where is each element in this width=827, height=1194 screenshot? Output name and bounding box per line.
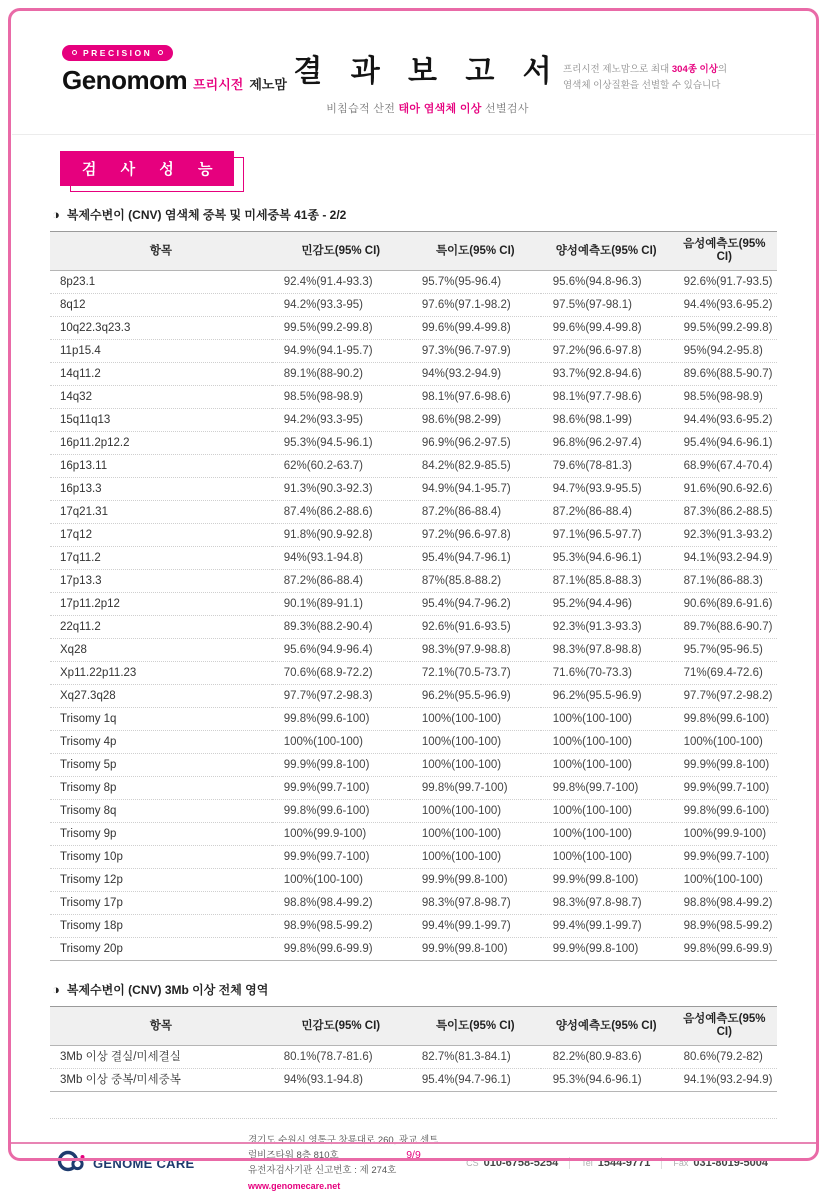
- badge-dot-icon: [72, 50, 77, 55]
- cell-value: 99.6%(99.4-99.8): [541, 317, 672, 340]
- table-row: [50, 340, 777, 363]
- precision-badge-label: PRECISION: [83, 47, 153, 58]
- cell-value: 71%(69.4-72.6): [672, 662, 777, 685]
- column-header: 특이도(95% CI): [410, 1007, 541, 1046]
- table-row: [50, 501, 777, 524]
- cell-value: 91.8%(90.9-92.8): [272, 524, 410, 547]
- cell-value: 98.6%(98.1-99): [541, 409, 672, 432]
- row-label: 22q11.2: [50, 616, 272, 639]
- cell-value: 95.7%(95-96.5): [672, 639, 777, 662]
- row-label: 10q22.3q23.3: [50, 317, 272, 340]
- column-header: 항목: [50, 1007, 272, 1046]
- cell-value: 100%(100-100): [410, 708, 541, 731]
- cell-value: 100%(100-100): [410, 800, 541, 823]
- cell-value: 99.5%(99.2-99.8): [672, 317, 777, 340]
- column-header: 특이도(95% CI): [410, 232, 541, 271]
- row-label: 3Mb 이상 중복/미세중복: [50, 1069, 272, 1092]
- header-divider: [12, 134, 815, 135]
- brand-korean-genomom: 제노맘: [249, 76, 287, 92]
- cell-value: 97.6%(97.1-98.2): [410, 294, 541, 317]
- column-header: 양성예측도(95% CI): [541, 1007, 672, 1046]
- table2-caption: [52, 981, 827, 998]
- cell-value: 100%(100-100): [410, 823, 541, 846]
- cell-value: 95.3%(94.6-96.1): [541, 1069, 672, 1092]
- column-header: 음성예측도(95% CI): [672, 232, 777, 271]
- section-title-badge: 검 사 성 능: [60, 151, 234, 186]
- genomom-logo: Genomom: [62, 64, 188, 95]
- cell-value: 87.1%(86-88.3): [672, 570, 777, 593]
- cell-value: 100%(100-100): [541, 754, 672, 777]
- cell-value: 100%(100-100): [410, 846, 541, 869]
- cell-value: 72.1%(70.5-73.7): [410, 662, 541, 685]
- cell-value: 94.9%(94.1-95.7): [410, 478, 541, 501]
- cell-value: 87.2%(86-88.4): [410, 501, 541, 524]
- cell-value: 94.7%(93.9-95.5): [541, 478, 672, 501]
- cell-value: 99.9%(99.8-100): [272, 754, 410, 777]
- cell-value: 94.4%(93.6-95.2): [672, 409, 777, 432]
- cell-value: 94.1%(93.2-94.9): [672, 547, 777, 570]
- cell-value: 62%(60.2-63.7): [272, 455, 410, 478]
- table-row: [50, 938, 777, 961]
- cell-value: 95.7%(95-96.4): [410, 271, 541, 294]
- cell-value: 98.3%(97.9-98.8): [410, 639, 541, 662]
- cell-value: 100%(100-100): [541, 708, 672, 731]
- row-label: Xp11.22p11.23: [50, 662, 272, 685]
- cell-value: 100%(100-100): [272, 731, 410, 754]
- table-row: [50, 639, 777, 662]
- table-row: [50, 386, 777, 409]
- cell-value: 98.1%(97.6-98.6): [410, 386, 541, 409]
- cell-value: 99.4%(99.1-99.7): [410, 915, 541, 938]
- cell-value: 100%(100-100): [541, 846, 672, 869]
- cell-value: 87.1%(85.8-88.3): [541, 570, 672, 593]
- cell-value: 87%(85.8-88.2): [410, 570, 541, 593]
- cell-value: 80.1%(78.7-81.6): [272, 1046, 410, 1069]
- cell-value: 95.6%(94.8-96.3): [541, 271, 672, 294]
- table-header-row: [50, 1007, 777, 1046]
- row-label: 14q32: [50, 386, 272, 409]
- report-title: 결 과 보 고 서: [293, 55, 562, 88]
- cell-value: 99.9%(99.7-100): [672, 846, 777, 869]
- cell-value: 99.9%(99.8-100): [410, 938, 541, 961]
- address-line1: 경기도 수원시 영통구 창룡대로 260, 광교 센트럴비즈타워 8층 810호: [248, 1135, 439, 1162]
- badge-dot-icon: [158, 50, 163, 55]
- cs-number: 010-6758-5254: [483, 1157, 559, 1170]
- row-label: 8q12: [50, 294, 272, 317]
- table-row: [50, 363, 777, 386]
- cell-value: 90.1%(89-91.1): [272, 593, 410, 616]
- cell-value: 80.6%(79.2-82): [672, 1046, 777, 1069]
- cell-value: 99.8%(99.6-100): [272, 800, 410, 823]
- table-row: [50, 915, 777, 938]
- cell-value: 100%(100-100): [541, 731, 672, 754]
- cell-value: 95.4%(94.7-96.1): [410, 547, 541, 570]
- column-header: 음성예측도(95% CI): [672, 1007, 777, 1046]
- cell-value: 98.3%(97.8-98.7): [410, 892, 541, 915]
- header-note: [563, 62, 775, 93]
- cell-value: 100%(100-100): [672, 731, 777, 754]
- cell-value: 95.3%(94.5-96.1): [272, 432, 410, 455]
- row-label: Trisomy 8q: [50, 800, 272, 823]
- row-label: 17q21.31: [50, 501, 272, 524]
- cell-value: 89.6%(88.5-90.7): [672, 363, 777, 386]
- cell-value: 98.1%(97.7-98.6): [541, 386, 672, 409]
- cell-value: 95%(94.2-95.8): [672, 340, 777, 363]
- row-label: 14q11.2: [50, 363, 272, 386]
- cell-value: 98.9%(98.5-99.2): [272, 915, 410, 938]
- cell-value: 97.5%(97-98.1): [541, 294, 672, 317]
- row-label: Xq27.3q28: [50, 685, 272, 708]
- cell-value: 95.2%(94.4-96): [541, 593, 672, 616]
- cell-value: 99.8%(99.6-100): [272, 708, 410, 731]
- row-label: 17p13.3: [50, 570, 272, 593]
- cell-value: 89.1%(88-90.2): [272, 363, 410, 386]
- row-label: Trisomy 10p: [50, 846, 272, 869]
- cell-value: 94%(93.2-94.9): [410, 363, 541, 386]
- row-label: Trisomy 8p: [50, 777, 272, 800]
- table-row: [50, 593, 777, 616]
- table-row: [50, 409, 777, 432]
- row-label: 17q11.2: [50, 547, 272, 570]
- table-row: [50, 478, 777, 501]
- cell-value: 89.7%(88.6-90.7): [672, 616, 777, 639]
- cell-value: 100%(99.9-100): [672, 823, 777, 846]
- cell-value: 98.3%(97.8-98.7): [541, 892, 672, 915]
- note-line1-highlight: 304종 이상: [671, 64, 718, 75]
- cell-value: 96.8%(96.2-97.4): [541, 432, 672, 455]
- table-row: [50, 754, 777, 777]
- tel-number: 1544-9771: [597, 1157, 651, 1170]
- table-row: [50, 432, 777, 455]
- cs-label: CS: [466, 1158, 479, 1169]
- table-row: [50, 524, 777, 547]
- genomecare-logo-text: GENOME CARE: [93, 1155, 195, 1171]
- cell-value: 99.8%(99.6-100): [672, 800, 777, 823]
- cell-value: 84.2%(82.9-85.5): [410, 455, 541, 478]
- cell-value: 96.2%(95.5-96.9): [410, 685, 541, 708]
- cell-value: 92.6%(91.6-93.5): [410, 616, 541, 639]
- column-header: 민감도(95% CI): [272, 1007, 410, 1046]
- cell-value: 92.3%(91.3-93.3): [541, 616, 672, 639]
- cell-value: 100%(99.9-100): [272, 823, 410, 846]
- cell-value: 98.5%(98-98.9): [672, 386, 777, 409]
- brand-wordmark: [62, 64, 292, 95]
- cell-value: 99.9%(99.8-100): [410, 869, 541, 892]
- cell-value: 79.6%(78-81.3): [541, 455, 672, 478]
- table-row: [50, 662, 777, 685]
- cell-value: 70.6%(68.9-72.2): [272, 662, 410, 685]
- row-label: Trisomy 20p: [50, 938, 272, 961]
- cell-value: 97.7%(97.2-98.3): [272, 685, 410, 708]
- table-row: [50, 800, 777, 823]
- tel-label: Tel: [581, 1158, 593, 1169]
- cell-value: 95.4%(94.7-96.1): [410, 1069, 541, 1092]
- cell-value: 92.6%(91.7-93.5): [672, 271, 777, 294]
- cell-value: 98.6%(98.2-99): [410, 409, 541, 432]
- table-row: [50, 271, 777, 294]
- cell-value: 99.9%(99.7-100): [272, 846, 410, 869]
- row-label: Trisomy 18p: [50, 915, 272, 938]
- table-row: [50, 731, 777, 754]
- cell-value: 100%(100-100): [410, 731, 541, 754]
- column-header: 항목: [50, 232, 272, 271]
- cell-value: 91.3%(90.3-92.3): [272, 478, 410, 501]
- subtitle-prefix: 비침습적 산전: [326, 103, 399, 115]
- table1-caption-text: 복제수변이 (CNV) 염색체 중복 및 미세중복 41종 - 2/2: [66, 208, 347, 222]
- row-label: Trisomy 5p: [50, 754, 272, 777]
- row-label: 3Mb 이상 결실/미세결실: [50, 1046, 272, 1069]
- header-note-line1: [563, 62, 775, 78]
- header-note-line2: 염색체 이상질환을 선별할 수 있습니다: [563, 79, 721, 91]
- cell-value: 87.4%(86.2-88.6): [272, 501, 410, 524]
- title-block: [292, 42, 563, 116]
- table-row: [50, 1069, 777, 1092]
- row-label: Xq28: [50, 639, 272, 662]
- cell-value: 95.4%(94.7-96.2): [410, 593, 541, 616]
- cell-value: 99.5%(99.2-99.8): [272, 317, 410, 340]
- row-label: 15q11q13: [50, 409, 272, 432]
- cell-value: 94.1%(93.2-94.9): [672, 1069, 777, 1092]
- cell-value: 99.9%(99.7-100): [272, 777, 410, 800]
- report-header: [0, 0, 827, 116]
- row-label: Trisomy 9p: [50, 823, 272, 846]
- cell-value: 98.9%(98.5-99.2): [672, 915, 777, 938]
- address-line2: 유전자검사기관 신고번호 : 제 274호: [248, 1165, 397, 1177]
- table-row: [50, 317, 777, 340]
- cell-value: 97.1%(96.5-97.7): [541, 524, 672, 547]
- cell-value: 68.9%(67.4-70.4): [672, 455, 777, 478]
- cnv-duplication-performance-table: [50, 231, 777, 961]
- table-row: [50, 823, 777, 846]
- cell-value: 98.5%(98-98.9): [272, 386, 410, 409]
- cell-value: 98.3%(97.8-98.8): [541, 639, 672, 662]
- cell-value: 71.6%(70-73.3): [541, 662, 672, 685]
- report-subtitle: [292, 100, 563, 116]
- fax-label: Fax: [673, 1158, 689, 1169]
- row-label: Trisomy 12p: [50, 869, 272, 892]
- precision-badge: [62, 45, 173, 61]
- subtitle-suffix: 선별검사: [481, 103, 529, 115]
- cell-value: 95.4%(94.6-96.1): [672, 432, 777, 455]
- cell-value: 92.4%(91.4-93.3): [272, 271, 410, 294]
- table-row: [50, 1046, 777, 1069]
- cell-value: 96.2%(95.5-96.9): [541, 685, 672, 708]
- note-line1-prefix: 프리시전 제노맘으로 최대: [563, 64, 672, 75]
- subtitle-highlight: 태아 염색체 이상: [398, 103, 482, 115]
- table-row: [50, 892, 777, 915]
- row-label: 11p15.4: [50, 340, 272, 363]
- table-row: [50, 455, 777, 478]
- cell-value: 97.3%(96.7-97.9): [410, 340, 541, 363]
- cell-value: 91.6%(90.6-92.6): [672, 478, 777, 501]
- table1-caption: [52, 206, 827, 223]
- cell-value: 94%(93.1-94.8): [272, 1069, 410, 1092]
- cell-value: 99.8%(99.6-99.9): [272, 938, 410, 961]
- cell-value: 95.3%(94.6-96.1): [541, 547, 672, 570]
- half-circle-bullet-icon: ◑: [52, 207, 60, 222]
- cell-value: 94%(93.1-94.8): [272, 547, 410, 570]
- table-row: [50, 547, 777, 570]
- cell-value: 99.4%(99.1-99.7): [541, 915, 672, 938]
- cell-value: 99.9%(99.8-100): [541, 938, 672, 961]
- page-number-bar: [11, 1142, 816, 1161]
- cell-value: 94.9%(94.1-95.7): [272, 340, 410, 363]
- cell-value: 99.9%(99.8-100): [672, 754, 777, 777]
- cell-value: 100%(100-100): [410, 754, 541, 777]
- cell-value: 100%(100-100): [272, 869, 410, 892]
- row-label: 16p13.11: [50, 455, 272, 478]
- cell-value: 99.8%(99.6-99.9): [672, 938, 777, 961]
- cell-value: 100%(100-100): [672, 869, 777, 892]
- cell-value: 96.9%(96.2-97.5): [410, 432, 541, 455]
- cell-value: 97.7%(97.2-98.2): [672, 685, 777, 708]
- cell-value: 99.9%(99.8-100): [541, 869, 672, 892]
- cnv-3mb-performance-table: [50, 1006, 777, 1092]
- cell-value: 97.2%(96.6-97.8): [541, 340, 672, 363]
- cell-value: 100%(100-100): [541, 800, 672, 823]
- brand-korean-precision: 프리시전: [193, 76, 244, 92]
- column-header: 양성예측도(95% CI): [541, 232, 672, 271]
- cell-value: 94.2%(93.3-95): [272, 409, 410, 432]
- cell-value: 82.2%(80.9-83.6): [541, 1046, 672, 1069]
- cell-value: 98.8%(98.4-99.2): [272, 892, 410, 915]
- table-row: [50, 685, 777, 708]
- row-label: 17p11.2p12: [50, 593, 272, 616]
- cell-value: 87.3%(86.2-88.5): [672, 501, 777, 524]
- cell-value: 94.4%(93.6-95.2): [672, 294, 777, 317]
- cell-value: 97.2%(96.6-97.8): [410, 524, 541, 547]
- cell-value: 99.8%(99.7-100): [410, 777, 541, 800]
- row-label: Trisomy 17p: [50, 892, 272, 915]
- note-line1-suffix: 의: [717, 64, 728, 75]
- row-label: 16p11.2p12.2: [50, 432, 272, 455]
- table2-caption-text: 복제수변이 (CNV) 3Mb 이상 전체 영역: [66, 983, 269, 997]
- cell-value: 87.2%(86-88.4): [541, 501, 672, 524]
- cell-value: 89.3%(88.2-90.4): [272, 616, 410, 639]
- cell-value: 92.3%(91.3-93.2): [672, 524, 777, 547]
- cell-value: 99.9%(99.7-100): [672, 777, 777, 800]
- row-label: Trisomy 4p: [50, 731, 272, 754]
- cell-value: 93.7%(92.8-94.6): [541, 363, 672, 386]
- cell-value: 99.8%(99.7-100): [541, 777, 672, 800]
- table-row: [50, 708, 777, 731]
- page-number: 9/9: [406, 1149, 421, 1161]
- row-label: 16p13.3: [50, 478, 272, 501]
- cell-value: 95.6%(94.9-96.4): [272, 639, 410, 662]
- row-label: Trisomy 1q: [50, 708, 272, 731]
- cell-value: 90.6%(89.6-91.6): [672, 593, 777, 616]
- cell-value: 100%(100-100): [541, 823, 672, 846]
- cell-value: 98.8%(98.4-99.2): [672, 892, 777, 915]
- half-circle-bullet-icon: ◑: [52, 982, 60, 997]
- cell-value: 82.7%(81.3-84.1): [410, 1046, 541, 1069]
- fax-number: 031-8019-5004: [693, 1157, 768, 1170]
- table-header-row: [50, 232, 777, 271]
- table-row: [50, 616, 777, 639]
- cell-value: 99.8%(99.6-100): [672, 708, 777, 731]
- table-row: [50, 570, 777, 593]
- table-row: [50, 294, 777, 317]
- cell-value: 99.6%(99.4-99.8): [410, 317, 541, 340]
- column-header: 민감도(95% CI): [272, 232, 410, 271]
- table-row: [50, 777, 777, 800]
- cell-value: 87.2%(86-88.4): [272, 570, 410, 593]
- table-row: [50, 846, 777, 869]
- brand-block: [62, 42, 292, 93]
- row-label: 17q12: [50, 524, 272, 547]
- company-website-link[interactable]: www.genomecare.net: [248, 1180, 341, 1191]
- cell-value: 94.2%(93.3-95): [272, 294, 410, 317]
- row-label: 8p23.1: [50, 271, 272, 294]
- table-row: [50, 869, 777, 892]
